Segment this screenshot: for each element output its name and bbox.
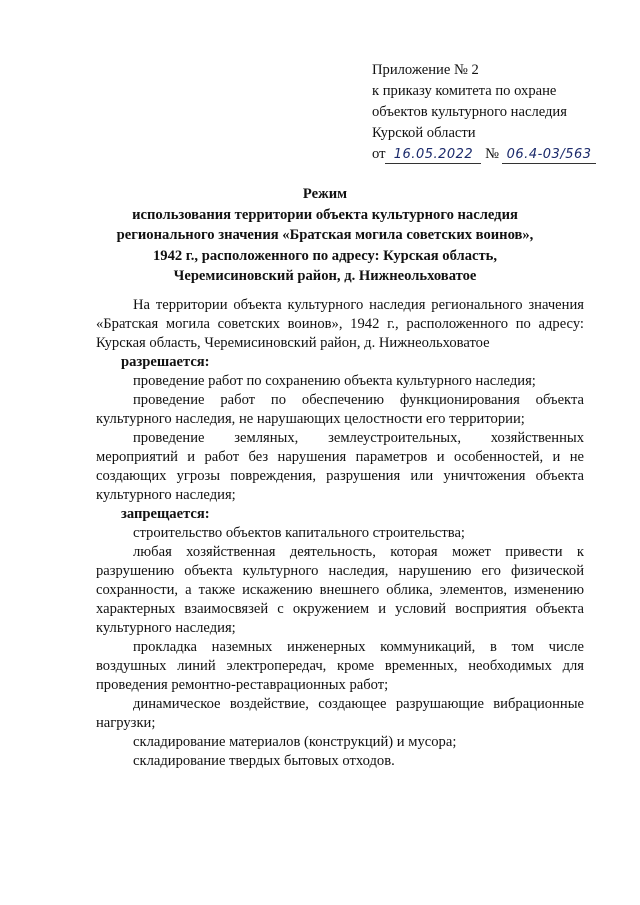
forbidden-item: складирование материалов (конструкций) и мусора; [133, 734, 457, 750]
appendix-order-ref-2: объектов культурного наследия [372, 104, 567, 120]
appendix-order-ref: к приказу комитета по охране [372, 83, 557, 99]
forbidden-item: прокладка наземных инженерных коммуникаций, в том числе воздушных линий электропередач, кроме временных, необходимых для проведения ремонтно-реставрационных работ; [96, 639, 584, 693]
allowed-label: разрешается: [121, 354, 210, 370]
title-line-4: 1942 г., расположенного по адресу: Курская область, [152, 247, 498, 264]
title-line-3: регионального значения «Братская могила советских воинов», [116, 227, 534, 243]
appendix-region: Курской области [372, 125, 476, 141]
handwritten-date: 16.05.2022 [385, 147, 481, 164]
allowed-item: проведение работ по обеспечению функционирования объекта культурного наследия, не нарушающих целостности его территории; [96, 392, 584, 427]
forbidden-item: строительство объектов капитального строительства; [133, 525, 465, 541]
document-body [96, 296, 584, 771]
title-line-5: Черемисиновский район, д. Нижнеольховатое [173, 268, 477, 284]
appendix-header [372, 60, 622, 165]
intro-paragraph: На территории объекта культурного наследия регионального значения «Братская могила советских воинов», 1942 г., расположенного по адресу: Курская область, Черемисиновский район, д. Нижнеольховатое [96, 297, 584, 351]
forbidden-item: динамическое воздействие, создающее разрушающие вибрационные нагрузки; [96, 696, 584, 731]
handwritten-order-number: 06.4-03/563 [502, 147, 596, 164]
forbidden-item: складирование твердых бытовых отходов. [133, 753, 395, 769]
allowed-item: проведение земляных, землеустроительных, хозяйственных мероприятий и работ без нарушения параметров и особенностей, и не создающих угрозы повреждения, разрушения или уничтожения объекта культурного наследия; [96, 430, 584, 503]
appendix-date-number-line [372, 144, 622, 165]
forbidden-item: любая хозяйственная деятельность, которая может привести к разрушению объекта культурного наследия, нарушению его физической сохранности, а также искажению внешнего облика, элементов, изменению характерных взаимосвязей с окружением и условий восприятия объекта культурного наследия; [96, 544, 584, 636]
title-line-1: Режим [302, 186, 348, 202]
forbidden-label: запрещается: [121, 506, 210, 522]
appendix-number: Приложение № 2 [372, 62, 479, 78]
from-prefix: от [372, 146, 386, 162]
number-sign: № [485, 146, 500, 162]
allowed-item: проведение работ по сохранению объекта культурного наследия; [133, 373, 536, 389]
title-line-2: использования территории объекта культурного наследия [132, 206, 518, 223]
document-title [60, 184, 590, 287]
